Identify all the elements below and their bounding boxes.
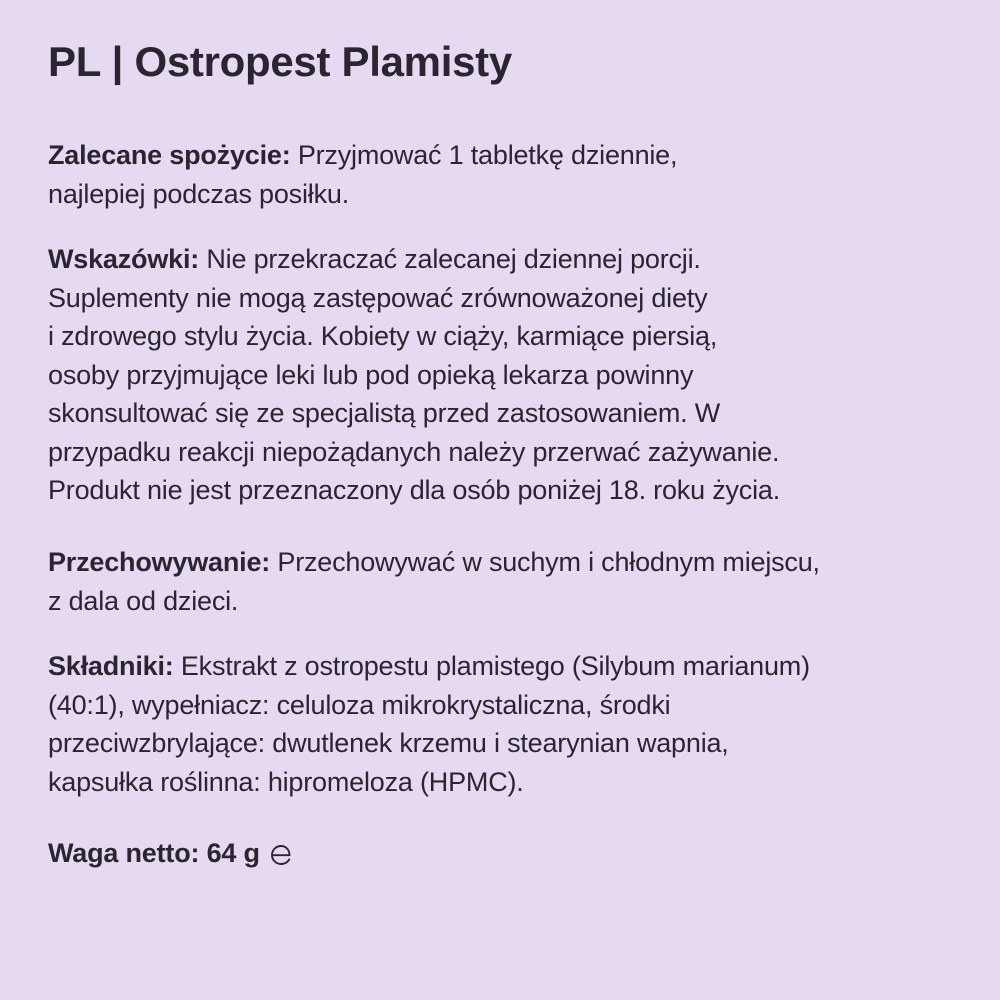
section-line: kapsułka roślinna: hipromeloza (HPMC). bbox=[48, 766, 524, 797]
section-label: Przechowywanie: bbox=[48, 547, 271, 577]
section-line: Produkt nie jest przeznaczony dla osób poniżej 18. roku życia. bbox=[48, 475, 781, 505]
section-line: przypadku reakcji niepożądanych należy przerwać zażywanie. bbox=[48, 436, 780, 467]
section-ingredients bbox=[48, 647, 810, 801]
estimated-sign-icon bbox=[268, 841, 294, 867]
section-line bbox=[48, 647, 810, 686]
section-line: najlepiej podczas posiłku. bbox=[48, 178, 349, 209]
section-line: (40:1), wypełniacz: celuloza mikrokrystaliczna, środki bbox=[48, 689, 671, 720]
section-line bbox=[48, 240, 780, 279]
section-text: Nie przekraczać zalecanej dziennej porcji. bbox=[199, 244, 701, 274]
section-line: i zdrowego stylu życia. Kobiety w ciąży, karmiące piersią, bbox=[48, 321, 718, 351]
section-text: Przechowywać w suchym i chłodnym miejscu, bbox=[270, 547, 820, 577]
section-line bbox=[48, 543, 820, 582]
section-warnings bbox=[48, 240, 780, 510]
section-text: Ekstrakt z ostropestu plamistego (Silybum marianum) bbox=[173, 651, 810, 681]
section-line: Suplementy nie mogą zastępować zrównoważonej diety bbox=[48, 282, 708, 313]
net-weight bbox=[48, 834, 294, 873]
section-line: przeciwzbrylające: dwutlenek krzemu i stearynian wapnia, bbox=[48, 728, 729, 758]
section-line: osoby przyjmujące leki lub pod opieką lekarza powinny bbox=[48, 359, 694, 390]
section-label: Zalecane spożycie: bbox=[48, 140, 291, 170]
section-label: Wskazówki: bbox=[48, 244, 200, 274]
section-storage bbox=[48, 543, 820, 620]
section-line: skonsultować się ze specjalistą przed zastosowaniem. W bbox=[48, 398, 720, 428]
section-line bbox=[48, 136, 677, 175]
section-text: Przyjmować 1 tabletkę dziennie, bbox=[290, 140, 678, 170]
section-label: Składniki: bbox=[48, 651, 174, 681]
net-weight-text: Waga netto: 64 g bbox=[48, 838, 260, 868]
section-line: z dala od dzieci. bbox=[48, 585, 239, 616]
page-title: PL | Ostropest Plamisty bbox=[48, 38, 512, 85]
section-recommended-intake bbox=[48, 136, 677, 213]
